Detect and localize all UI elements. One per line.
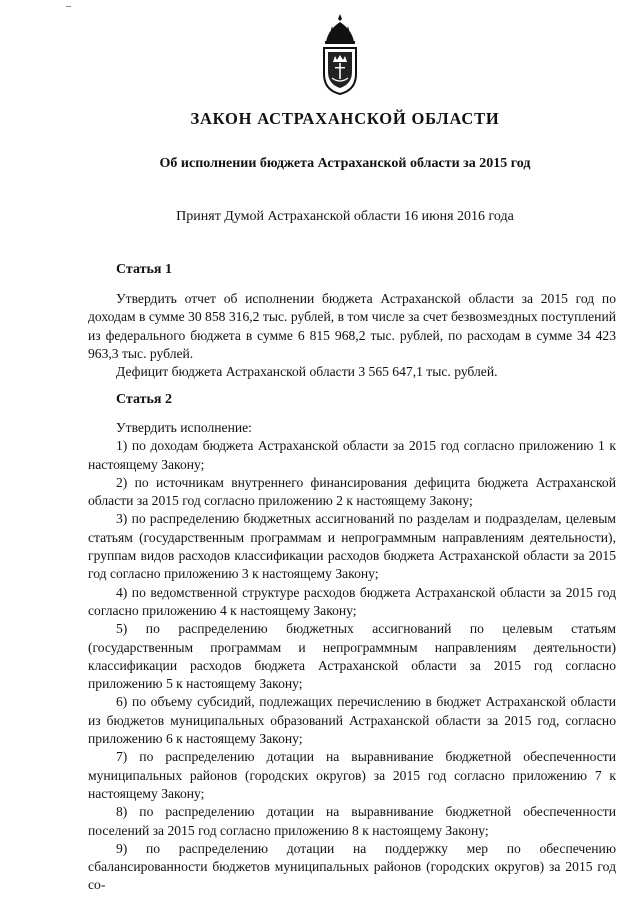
article-2-paragraph: 6) по объему субсидий, подлежащих перечислению в бюджет Астраханской области из бюджетов муниципальных образований Астраханской области за 2015 год, согласно приложению 6 к настоящему Закону;	[88, 694, 616, 747]
article-2-paragraph: 2) по источникам внутреннего финансирования дефицита бюджета Астраханской области за 2015 год согласно приложению 2 к настоящему Закону;	[88, 474, 616, 509]
article-1-heading: Статья 1	[116, 262, 172, 277]
article-2-paragraph: 8) по распределению дотации на выравнивание бюджетной обеспеченности поселений за 2015 год согласно приложению 8 к настоящему Закону;	[88, 804, 616, 838]
article-2-heading: Статья 2	[116, 392, 172, 407]
article-2-paragraph: 9) по распределению дотации на поддержку мер по обеспечению сбалансированности бюджетов муниципальных районов (городских округов) за 2015 год со-	[88, 840, 616, 893]
article-2-paragraph: 1) по доходам бюджета Астраханской области за 2015 год согласно приложению 1 к настоящему Закону;	[88, 438, 616, 472]
article-2-paragraph: 5) по распределению бюджетных ассигнований по целевым статьям (государственным программам и непрограммным направлениям деятельности) классификации расходов бюджета Астраханской области за 2015 год согласно приложению 5 к настоящему Закону;	[88, 621, 616, 692]
article-1-paragraph: Дефицит бюджета Астраханской области 3 565 647,1 тыс. рублей.	[116, 364, 498, 380]
article-2-paragraph: 4) по ведомственной структуре расходов бюджета Астраханской области за 2015 год согласно приложению 4 к настоящему Закону;	[88, 584, 616, 618]
law-subtitle: Об исполнении бюджета Астраханской области за 2015 год	[159, 156, 531, 171]
article-2-paragraph: 7) по распределению дотации на выравнивание бюджетной обеспеченности муниципальных районов (городских округов) за 2015 год согласно приложению 7 к настоящему Закону;	[88, 749, 616, 801]
law-title: ЗАКОН АСТРАХАНСКОЙ ОБЛАСТИ	[190, 109, 500, 128]
adoption-line: Принят Думой Астраханской области 16 июня 2016 года	[176, 209, 514, 224]
article-2-paragraph: Утвердить исполнение:	[116, 420, 252, 435]
article-2-paragraph: 3) по распределению бюджетных ассигнований по разделам и подразделам, целевым статьям (государственным программам и непрограммным направлениям деятельности), группам видов расходов классификации расходов бюджета Астраханской области за 2015 год согласно приложению 3 к настоящему Закону;	[88, 511, 616, 582]
scan-mark	[66, 6, 71, 7]
article-2-body	[88, 419, 616, 895]
article-1-paragraph: Утвердить отчет об исполнении бюджета Астраханской области за 2015 год по доходам в сумме 30 858 316,2 тыс. рублей, в том числе за счет безвозмездных поступлений из федерального бюджета в сумме 6 815 968,2 тыс. рублей, по расходам в сумме 34 423 963,3 тыс. рублей.	[88, 291, 616, 361]
astrakhan-coat-of-arms-icon	[318, 12, 362, 96]
article-1-body	[88, 290, 616, 381]
